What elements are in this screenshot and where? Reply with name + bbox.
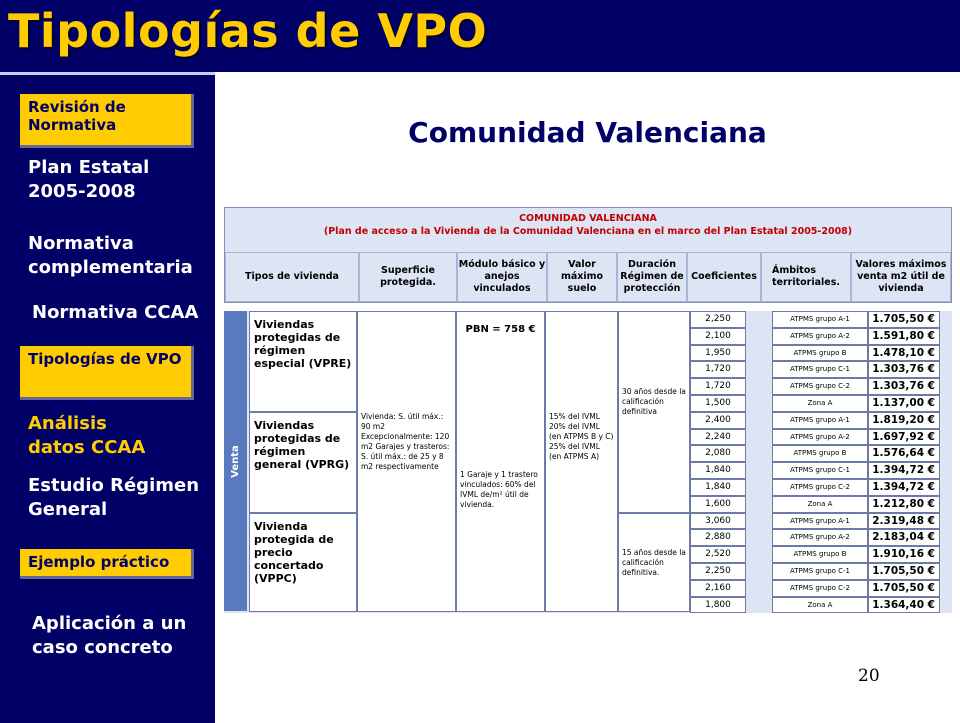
section-subtitle: Comunidad Valenciana	[408, 116, 767, 149]
ambito-cell: ATPMS grupo B	[772, 546, 868, 563]
col-header-valor-suelo: Valor máximo suelo	[547, 252, 617, 302]
coef-cell: 1,500	[690, 395, 746, 412]
estudio-regimen-general-link[interactable]	[28, 474, 199, 522]
coef-cell: 2,880	[690, 529, 746, 546]
valor-cell: 1.394,72 €	[868, 479, 940, 496]
table-title-line2: (Plan de acceso a la Vivienda de la Comunidad Valenciana en el marco del Plan Estatal 2005-2008)	[323, 226, 853, 237]
type-vppc: Vivienda protegida de precio concertado (VPPC)	[249, 513, 357, 612]
venta-label-text: Venta	[230, 444, 241, 478]
valor-cell: 1.819,20 €	[868, 412, 940, 429]
coef-cell: 2,100	[690, 328, 746, 345]
valor-cell: 1.478,10 €	[868, 345, 940, 362]
normativa-complementaria-line2: complementaria	[28, 257, 193, 278]
normativa-complementaria-line1: Normativa	[28, 233, 134, 254]
ejemplo-practico-button[interactable]: Ejemplo práctico	[20, 549, 194, 579]
coef-cell: 1,840	[690, 479, 746, 496]
plan-estatal-line2: 2005-2008	[28, 181, 136, 202]
aplicacion-line2: caso concreto	[32, 637, 173, 658]
estudio-line1: Estudio Régimen	[28, 475, 200, 496]
analisis-line2: datos CCAA	[28, 437, 146, 458]
ambito-cell: ATPMS grupo B	[772, 345, 868, 362]
table-title-line1: COMUNIDAD VALENCIANA	[519, 213, 657, 224]
valor-cell: 1.697,92 €	[868, 429, 940, 446]
valor-cell: 1.303,76 €	[868, 378, 940, 395]
coef-cell: 1,950	[690, 345, 746, 362]
coef-cell: 1,800	[690, 597, 746, 614]
coef-cell: 2,250	[690, 563, 746, 580]
venta-label	[224, 311, 247, 611]
coef-cell: 1,840	[690, 462, 746, 479]
ambito-cell: ATPMS grupo C-1	[772, 462, 868, 479]
aplicacion-line1: Aplicación a un	[32, 613, 187, 634]
coef-cell: 2,250	[690, 311, 746, 328]
valor-cell: 1.212,80 €	[868, 496, 940, 513]
ambito-cell: ATPMS grupo C-1	[772, 361, 868, 378]
col-header-ambitos: Ámbitos territoriales.	[761, 252, 851, 302]
estudio-line2: General	[28, 499, 108, 520]
page-title: Tipologías de VPO	[8, 4, 488, 58]
coef-cell: 1,720	[690, 361, 746, 378]
valor-cell: 1.303,76 €	[868, 361, 940, 378]
ambito-cell: ATPMS grupo B	[772, 445, 868, 462]
valor-cell: 2.319,48 €	[868, 513, 940, 530]
table-title	[225, 212, 951, 238]
ambito-cell: ATPMS grupo A-1	[772, 311, 868, 328]
ambito-cell: Zona A	[772, 597, 868, 614]
header-bar	[0, 0, 960, 72]
modulo-text: 1 Garaje y 1 trastero vinculados: 60% del IVML de/m² útil de vivienda.	[460, 470, 538, 509]
coef-cell: 2,240	[690, 429, 746, 446]
ambito-cell: ATPMS grupo A-2	[772, 529, 868, 546]
type-vprg: Viviendas protegidas de régimen general (VPRG)	[249, 412, 357, 513]
col-header-valores: Valores máximos venta m2 útil de vivienda	[851, 252, 951, 302]
valor-cell: 1.705,50 €	[868, 563, 940, 580]
coef-cell: 2,520	[690, 546, 746, 563]
ambito-cell: ATPMS grupo C-2	[772, 580, 868, 597]
valor-cell: 1.705,50 €	[868, 580, 940, 597]
coef-cell: 1,720	[690, 378, 746, 395]
coef-cell: 2,400	[690, 412, 746, 429]
revision-normativa-button[interactable]: Revisión de Normativa	[20, 94, 194, 148]
valor-cell: 1.591,80 €	[868, 328, 940, 345]
coef-cell: 3,060	[690, 513, 746, 530]
ambito-cell: ATPMS grupo A-2	[772, 328, 868, 345]
ambito-cell: ATPMS grupo C-2	[772, 378, 868, 395]
ambito-cell: ATPMS grupo A-1	[772, 513, 868, 530]
type-vpre: Viviendas protegidas de régimen especial (VPRE)	[249, 311, 357, 412]
plan-estatal-line1: Plan Estatal	[28, 157, 150, 178]
valor-cell: 1.364,40 €	[868, 597, 940, 614]
modulo-pbn: PBN = 758 €	[465, 324, 536, 335]
page-number: 20	[858, 666, 880, 686]
valor-cell: 1.910,16 €	[868, 546, 940, 563]
coef-cell: 2,160	[690, 580, 746, 597]
ambito-cell: ATPMS grupo C-1	[772, 563, 868, 580]
ambito-cell: Zona A	[772, 496, 868, 513]
analisis-datos-ccaa-link[interactable]	[28, 412, 145, 460]
analisis-line1: Análisis	[28, 413, 107, 434]
valor-cell: 1.137,00 €	[868, 395, 940, 412]
duracion-cell-1: 30 años desde la calificación definitiva	[618, 311, 690, 513]
col-header-superficie: Superficie protegida.	[359, 252, 457, 302]
valor-cell: 1.576,64 €	[868, 445, 940, 462]
table-header	[224, 207, 952, 303]
normativa-ccaa-link[interactable]: Normativa CCAA	[32, 302, 199, 323]
modulo-cell	[456, 311, 545, 612]
aplicacion-caso-link[interactable]	[32, 612, 186, 660]
col-header-duracion: Duración Régimen de protección	[617, 252, 687, 302]
valor-cell: 2.183,04 €	[868, 529, 940, 546]
normativa-complementaria-link[interactable]	[28, 232, 193, 280]
superficie-cell: Vivienda: S. útil máx.: 90 m2 Excepcionalmente: 120 m2 Garajes y trasteros: S. útil máx.: de 25 y 8 m2 respectivamente	[357, 311, 456, 612]
duracion-cell-2: 15 años desde la calificación definitiva.	[618, 513, 690, 612]
ambito-cell: ATPMS grupo A-1	[772, 412, 868, 429]
col-header-tipos: Tipos de vivienda	[225, 252, 359, 302]
ambito-cell: ATPMS grupo C-2	[772, 479, 868, 496]
valor-suelo-cell: 15% del IVML 20% del IVML (en ATPMS B y C) 25% del IVML (en ATPMS A)	[545, 311, 618, 612]
ambito-cell: Zona A	[772, 395, 868, 412]
col-header-coeficientes: Coeficientes	[687, 252, 761, 302]
coef-cell: 2,080	[690, 445, 746, 462]
plan-estatal-link[interactable]	[28, 156, 149, 204]
valor-cell: 1.705,50 €	[868, 311, 940, 328]
col-header-modulo: Módulo básico y anejos vinculados	[457, 252, 547, 302]
tipologias-vpo-button[interactable]: Tipologías de VPO	[20, 346, 194, 400]
ambito-cell: ATPMS grupo A-2	[772, 429, 868, 446]
valor-cell: 1.394,72 €	[868, 462, 940, 479]
coef-cell: 1,600	[690, 496, 746, 513]
